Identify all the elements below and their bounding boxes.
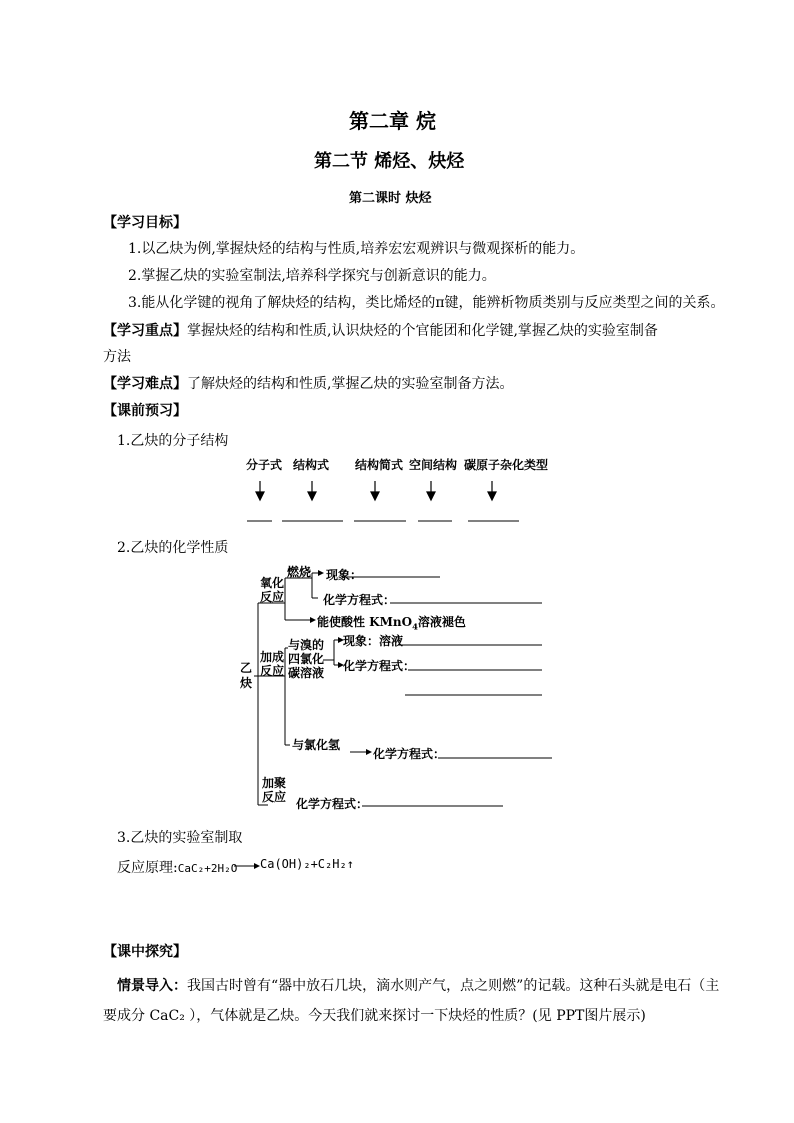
kmno4-label	[317, 613, 466, 631]
bromine-label-2: 四氯化	[288, 652, 325, 666]
oxidation-label-2: 反应	[260, 590, 285, 604]
bromine-label	[288, 638, 324, 680]
bromine-label-1: 与溴的	[288, 638, 325, 652]
difficulties-text: 了解炔烃的结构和性质,掌握乙炔的实验室制备方法。	[187, 376, 514, 392]
structure-label-formula: 分子式	[246, 458, 283, 472]
polymer-equation-label: 化学方程式：	[296, 797, 369, 811]
root-acetylene-char1: 乙	[240, 661, 253, 675]
reaction-principle	[117, 857, 237, 877]
lesson-title: 第二课时 炔烃	[349, 191, 432, 206]
key-points-text-cont: 方法	[103, 349, 131, 365]
scene-intro	[117, 975, 719, 995]
hcl-label: 与氯化氢	[292, 738, 341, 752]
combustion-equation-label: 化学方程式：	[323, 593, 396, 607]
hcl-equation-label: 化学方程式：	[373, 747, 446, 761]
structure-label-structural: 结构式	[293, 458, 330, 472]
scene-text-cont: 要成分 CaC₂ ），气体就是乙炔。今天我们就来探讨一下炔烃的性质？(见 PPT图片展示)	[103, 1008, 646, 1024]
objectives-heading: 【学习目标】	[103, 215, 187, 231]
objective-1: 1.以乙炔为例,掌握炔烃的结构与性质,培养宏宏观辨识与微观探析的能力。	[128, 241, 585, 257]
polymer-label-1: 加聚	[262, 776, 287, 790]
polymer-label-2: 反应	[262, 790, 287, 804]
key-points-label: 【学习重点】	[103, 323, 187, 339]
arrow-right-icon	[310, 617, 316, 623]
oxidation-label-1: 氧化	[260, 576, 285, 590]
reaction-label: 反应原理:	[117, 860, 178, 876]
polymer-label	[262, 776, 286, 804]
root-acetylene	[240, 661, 252, 691]
structure-label-spatial: 空间结构	[409, 458, 458, 472]
bromine-equation-label: 化学方程式：	[343, 659, 416, 673]
combustion-label: 燃烧	[287, 565, 312, 579]
scene-text: 我国古时曾有“器中放石几块，滴水则产气，点之则燃”的记载。这种石头就是电石（主	[187, 978, 720, 994]
structure-label-simplified: 结构简式	[355, 458, 404, 472]
arrow-right-icon	[318, 570, 324, 576]
structure-label-hybrid: 碳原子杂化类型	[464, 458, 549, 472]
bromine-label-3: 碳溶液	[288, 666, 325, 680]
section-title: 第二节 烯烃、炔烃	[314, 151, 465, 172]
preview-item-1: 1.乙炔的分子结构	[117, 433, 229, 449]
preview-heading: 【课前预习】	[103, 403, 187, 419]
objective-3: 3.能从化学键的视角了解炔烃的结构，类比烯烃的π键，能辨析物质类别与反应类型之间的关系。	[128, 295, 725, 311]
reaction-rhs: Ca(OH)₂+C₂H₂↑	[260, 857, 354, 871]
key-points-text: 掌握炔烃的结构和性质,认识炔烃的个官能团和化学键,掌握乙炔的实验室制备	[187, 323, 658, 339]
preview-item-3: 3.乙炔的实验室制取	[117, 830, 243, 846]
chapter-title: 第二章 烷	[349, 109, 436, 133]
oxidation-label	[260, 576, 284, 604]
objective-2: 2.掌握乙炔的实验室制法,培养科学探究与创新意识的能力。	[128, 268, 496, 284]
scene-label: 情景导入：	[117, 978, 187, 994]
bromine-phenomenon-label: 现象：溶液	[343, 634, 404, 648]
addition-label	[260, 650, 284, 678]
arrow-right-icon	[366, 749, 372, 755]
kmno4-label-pre: 能使酸性 KMnO	[317, 615, 413, 629]
inquiry-heading: 【课中探究】	[103, 944, 187, 960]
kmno4-label-post: 溶液褪色	[417, 615, 466, 629]
root-acetylene-char2: 炔	[240, 676, 253, 690]
reaction-lhs: CaC₂+2H₂O	[177, 862, 238, 875]
reaction-arrow-icon	[232, 860, 262, 872]
difficulties-label: 【学习难点】	[103, 376, 187, 392]
combustion-phenomenon-label: 现象：	[326, 568, 363, 582]
preview-item-2: 2.乙炔的化学性质	[117, 540, 229, 556]
kmno4-label-sub: 4	[412, 621, 418, 632]
addition-label-1: 加成	[260, 650, 285, 664]
addition-label-2: 反应	[260, 664, 285, 678]
